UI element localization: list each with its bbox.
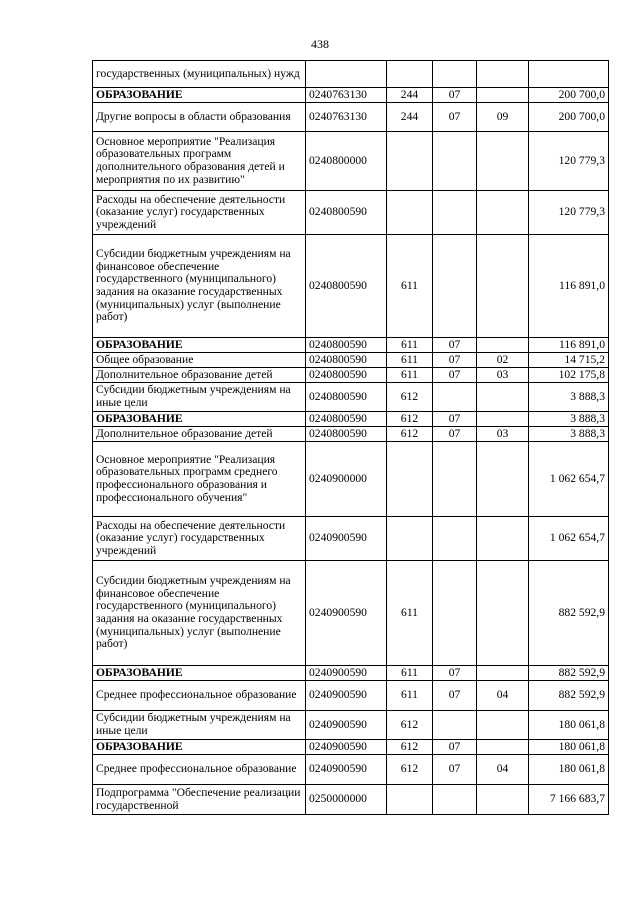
row-code: 0240900590 bbox=[306, 711, 387, 740]
row-rz bbox=[433, 383, 477, 412]
row-pr bbox=[477, 88, 529, 103]
row-rz: 07 bbox=[433, 412, 477, 427]
table-row bbox=[93, 61, 609, 88]
row-rz bbox=[433, 191, 477, 235]
row-rz bbox=[433, 711, 477, 740]
row-pr bbox=[477, 666, 529, 681]
row-pr bbox=[477, 517, 529, 561]
row-vr: 611 bbox=[387, 666, 433, 681]
row-pr: 04 bbox=[477, 681, 529, 711]
row-amount: 120 779,3 bbox=[529, 191, 609, 235]
row-pr: 03 bbox=[477, 427, 529, 442]
row-rz bbox=[433, 235, 477, 338]
row-name: государственных (муниципальных) нужд bbox=[93, 61, 306, 88]
table-row bbox=[93, 88, 609, 103]
row-vr bbox=[387, 61, 433, 88]
row-code: 0240800590 bbox=[306, 427, 387, 442]
row-amount: 116 891,0 bbox=[529, 235, 609, 338]
table-row bbox=[93, 681, 609, 711]
row-name: ОБРАЗОВАНИЕ bbox=[93, 338, 306, 353]
row-vr bbox=[387, 785, 433, 815]
row-code: 0240900590 bbox=[306, 666, 387, 681]
row-name: Дополнительное образование детей bbox=[93, 427, 306, 442]
row-code: 0240763130 bbox=[306, 88, 387, 103]
row-rz: 07 bbox=[433, 103, 477, 132]
table-row bbox=[93, 711, 609, 740]
table-row bbox=[93, 353, 609, 368]
row-amount: 3 888,3 bbox=[529, 412, 609, 427]
row-rz: 07 bbox=[433, 88, 477, 103]
row-amount: 1 062 654,7 bbox=[529, 517, 609, 561]
row-vr: 611 bbox=[387, 561, 433, 666]
row-name: Основное мероприятие "Реализация образовательных программ дополнительного образования детей и мероприятия по их развитию" bbox=[93, 132, 306, 191]
row-vr: 612 bbox=[387, 755, 433, 785]
row-name: Общее образование bbox=[93, 353, 306, 368]
row-pr bbox=[477, 442, 529, 517]
row-code: 0240800000 bbox=[306, 132, 387, 191]
row-code: 0240900590 bbox=[306, 561, 387, 666]
row-amount: 3 888,3 bbox=[529, 427, 609, 442]
row-code: 0240800590 bbox=[306, 383, 387, 412]
table-row bbox=[93, 517, 609, 561]
row-code: 0240763130 bbox=[306, 103, 387, 132]
row-vr bbox=[387, 517, 433, 561]
row-name: Субсидии бюджетным учреждениям на финансовое обеспечение государственного (муниципального) задания на оказание государственных (муниципальных) услуг (выполнение работ) bbox=[93, 235, 306, 338]
table-row bbox=[93, 785, 609, 815]
table-row bbox=[93, 132, 609, 191]
row-pr bbox=[477, 191, 529, 235]
row-amount: 1 062 654,7 bbox=[529, 442, 609, 517]
row-amount bbox=[529, 61, 609, 88]
row-rz bbox=[433, 132, 477, 191]
row-rz bbox=[433, 517, 477, 561]
row-code: 0240800590 bbox=[306, 338, 387, 353]
row-pr bbox=[477, 383, 529, 412]
table-row bbox=[93, 103, 609, 132]
row-pr bbox=[477, 740, 529, 755]
row-name: ОБРАЗОВАНИЕ bbox=[93, 88, 306, 103]
row-amount: 200 700,0 bbox=[529, 103, 609, 132]
row-rz bbox=[433, 442, 477, 517]
row-vr: 611 bbox=[387, 681, 433, 711]
row-pr bbox=[477, 338, 529, 353]
row-amount: 102 175,8 bbox=[529, 368, 609, 383]
page-number: 438 bbox=[311, 37, 329, 51]
row-vr: 612 bbox=[387, 711, 433, 740]
row-amount: 180 061,8 bbox=[529, 711, 609, 740]
row-amount: 882 592,9 bbox=[529, 681, 609, 711]
row-vr: 244 bbox=[387, 103, 433, 132]
row-vr: 612 bbox=[387, 427, 433, 442]
row-rz bbox=[433, 785, 477, 815]
row-code bbox=[306, 61, 387, 88]
row-pr: 03 bbox=[477, 368, 529, 383]
budget-table bbox=[92, 60, 609, 815]
row-pr bbox=[477, 132, 529, 191]
table-row bbox=[93, 561, 609, 666]
row-pr bbox=[477, 711, 529, 740]
row-vr: 611 bbox=[387, 368, 433, 383]
row-name: Субсидии бюджетным учреждениям на финансовое обеспечение государственного (муниципального) задания на оказание государственных (муниципальных) услуг (выполнение работ) bbox=[93, 561, 306, 666]
row-name: Подпрограмма "Обеспечение реализации государственной bbox=[93, 785, 306, 815]
row-name: Расходы на обеспечение деятельности (оказание услуг) государственных учреждений bbox=[93, 191, 306, 235]
row-code: 0240900590 bbox=[306, 517, 387, 561]
row-vr: 612 bbox=[387, 412, 433, 427]
row-vr bbox=[387, 442, 433, 517]
row-name: Субсидии бюджетным учреждениям на иные цели bbox=[93, 711, 306, 740]
row-amount: 3 888,3 bbox=[529, 383, 609, 412]
row-name: ОБРАЗОВАНИЕ bbox=[93, 412, 306, 427]
row-name: Основное мероприятие "Реализация образовательных программ среднего профессионального образования и профессионального обучения" bbox=[93, 442, 306, 517]
row-name: ОБРАЗОВАНИЕ bbox=[93, 666, 306, 681]
row-vr: 244 bbox=[387, 88, 433, 103]
row-pr bbox=[477, 785, 529, 815]
table-row bbox=[93, 338, 609, 353]
row-vr bbox=[387, 191, 433, 235]
row-vr: 611 bbox=[387, 353, 433, 368]
table-row bbox=[93, 412, 609, 427]
row-code: 0240900590 bbox=[306, 755, 387, 785]
row-code: 0240900590 bbox=[306, 740, 387, 755]
row-code: 0250000000 bbox=[306, 785, 387, 815]
row-amount: 882 592,9 bbox=[529, 561, 609, 666]
row-pr bbox=[477, 235, 529, 338]
row-amount: 882 592,9 bbox=[529, 666, 609, 681]
row-vr: 612 bbox=[387, 383, 433, 412]
row-name: Расходы на обеспечение деятельности (оказание услуг) государственных учреждений bbox=[93, 517, 306, 561]
row-pr: 09 bbox=[477, 103, 529, 132]
table-row bbox=[93, 383, 609, 412]
row-amount: 7 166 683,7 bbox=[529, 785, 609, 815]
row-vr: 611 bbox=[387, 338, 433, 353]
table-row bbox=[93, 235, 609, 338]
row-name: Субсидии бюджетным учреждениям на иные цели bbox=[93, 383, 306, 412]
row-amount: 200 700,0 bbox=[529, 88, 609, 103]
table-row bbox=[93, 740, 609, 755]
row-amount: 120 779,3 bbox=[529, 132, 609, 191]
table-row bbox=[93, 191, 609, 235]
row-amount: 180 061,8 bbox=[529, 740, 609, 755]
row-pr: 04 bbox=[477, 755, 529, 785]
row-code: 0240800590 bbox=[306, 412, 387, 427]
row-name: Среднее профессиональное образование bbox=[93, 755, 306, 785]
row-amount: 14 715,2 bbox=[529, 353, 609, 368]
row-pr bbox=[477, 61, 529, 88]
table-row bbox=[93, 368, 609, 383]
row-rz: 07 bbox=[433, 755, 477, 785]
row-name: Другие вопросы в области образования bbox=[93, 103, 306, 132]
row-pr bbox=[477, 412, 529, 427]
row-rz bbox=[433, 61, 477, 88]
row-amount: 180 061,8 bbox=[529, 755, 609, 785]
row-vr: 612 bbox=[387, 740, 433, 755]
row-vr bbox=[387, 132, 433, 191]
row-rz: 07 bbox=[433, 368, 477, 383]
row-vr: 611 bbox=[387, 235, 433, 338]
table-row bbox=[93, 427, 609, 442]
row-rz: 07 bbox=[433, 353, 477, 368]
row-name: Среднее профессиональное образование bbox=[93, 681, 306, 711]
table-row bbox=[93, 442, 609, 517]
row-rz: 07 bbox=[433, 681, 477, 711]
row-pr bbox=[477, 561, 529, 666]
row-amount: 116 891,0 bbox=[529, 338, 609, 353]
row-rz: 07 bbox=[433, 740, 477, 755]
row-code: 0240900590 bbox=[306, 681, 387, 711]
row-code: 0240800590 bbox=[306, 368, 387, 383]
row-name: Дополнительное образование детей bbox=[93, 368, 306, 383]
row-rz: 07 bbox=[433, 666, 477, 681]
row-code: 0240800590 bbox=[306, 353, 387, 368]
row-code: 0240800590 bbox=[306, 235, 387, 338]
table-row bbox=[93, 755, 609, 785]
row-name: ОБРАЗОВАНИЕ bbox=[93, 740, 306, 755]
row-code: 0240900000 bbox=[306, 442, 387, 517]
row-code: 0240800590 bbox=[306, 191, 387, 235]
row-rz bbox=[433, 561, 477, 666]
table-row bbox=[93, 666, 609, 681]
row-rz: 07 bbox=[433, 338, 477, 353]
row-rz: 07 bbox=[433, 427, 477, 442]
row-pr: 02 bbox=[477, 353, 529, 368]
